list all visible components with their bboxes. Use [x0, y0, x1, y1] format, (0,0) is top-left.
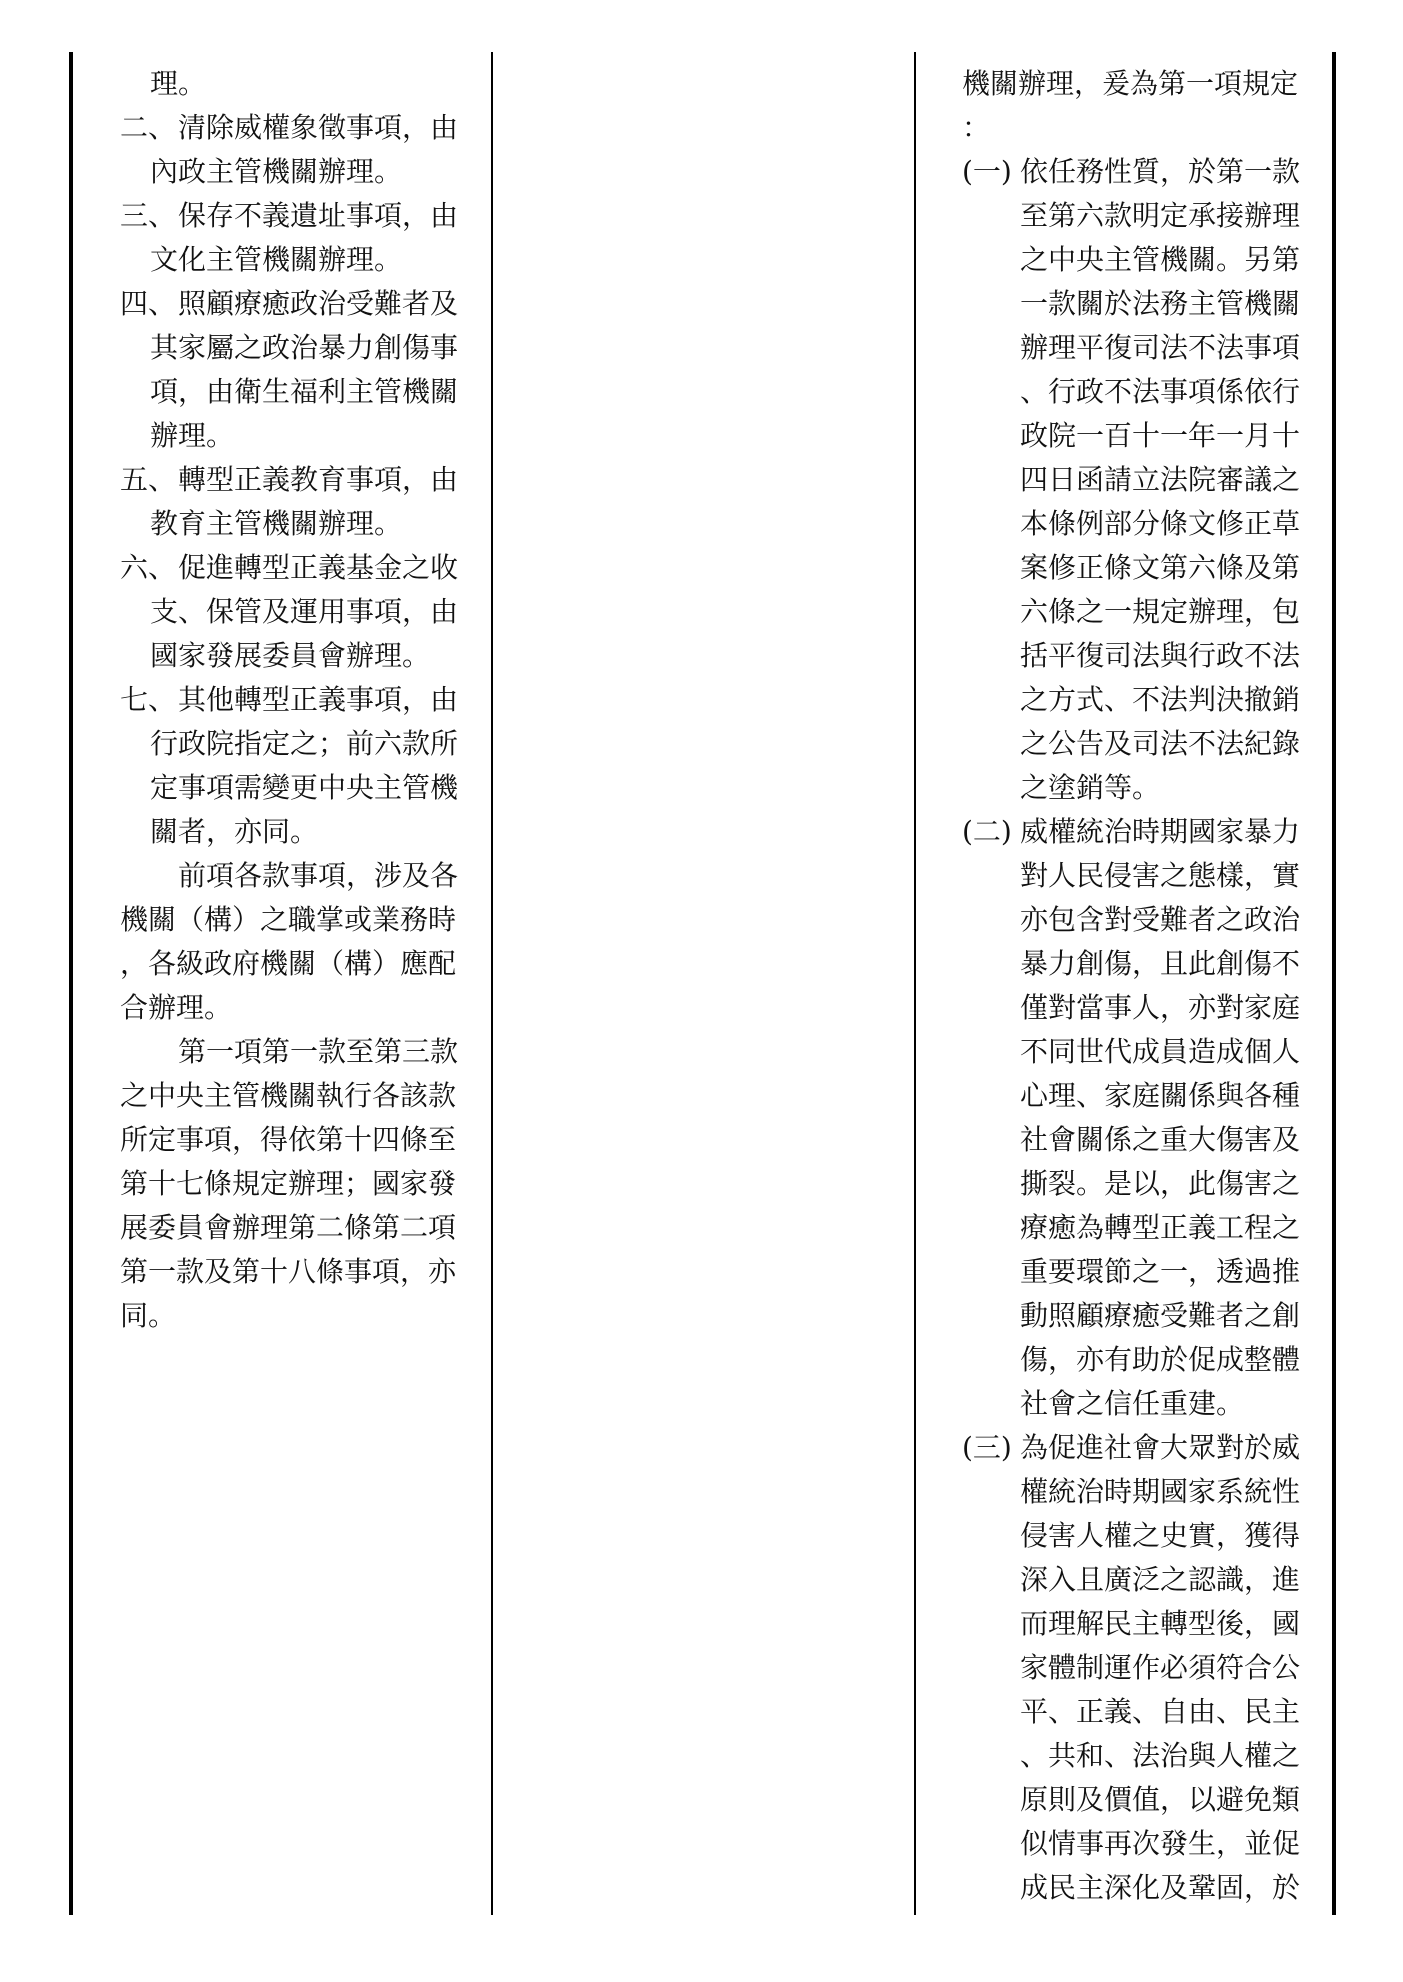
- item-number: (三): [962, 1431, 1012, 1464]
- line-text: 撕裂。是以，此傷害之: [1020, 1167, 1301, 1200]
- item-number: (一): [962, 155, 1012, 188]
- line-text: 之公告及司法不法紀錄: [1020, 727, 1301, 760]
- line-text: 清除威權象徵事項，由: [178, 111, 459, 144]
- line-text: 之塗銷等。: [1020, 771, 1161, 804]
- text-line: [962, 1470, 1324, 1514]
- line-text: 行政院指定之；前六款所: [150, 727, 459, 760]
- text-line: [120, 414, 482, 458]
- line-text: 前項各款事項，涉及各: [178, 859, 459, 892]
- line-text: 其他轉型正義事項，由: [178, 683, 459, 716]
- line-text: 關者，亦同。: [150, 815, 319, 848]
- line-text: 社會之信任重建。: [1020, 1387, 1245, 1420]
- line-text: 而理解民主轉型後，國: [1020, 1607, 1301, 1640]
- text-line: [962, 1382, 1324, 1426]
- text-line: [962, 1646, 1324, 1690]
- text-line: [962, 1074, 1324, 1118]
- text-line: [962, 1338, 1324, 1382]
- line-text: 亦包含對受難者之政治: [1020, 903, 1301, 936]
- line-text: 似情事再次發生，並促: [1020, 1827, 1301, 1860]
- text-line: [962, 1822, 1324, 1866]
- text-line: [962, 1734, 1324, 1778]
- line-text: 侵害人權之史實，獲得: [1020, 1519, 1301, 1552]
- text-line: [962, 810, 1324, 854]
- right-column-explanation: [962, 62, 1324, 1910]
- text-line: [120, 1294, 482, 1338]
- line-text: 轉型正義教育事項，由: [178, 463, 459, 496]
- line-text: 定事項需變更中央主管機: [150, 771, 459, 804]
- text-line: [962, 326, 1324, 370]
- text-line: [962, 1426, 1324, 1470]
- text-line: [962, 854, 1324, 898]
- item-number: 四、: [120, 287, 177, 320]
- line-text: 促進轉型正義基金之收: [178, 551, 459, 584]
- line-text: 六條之一規定辦理，包: [1020, 595, 1301, 628]
- line-text: ，各級政府機關（構）應配: [120, 947, 457, 980]
- text-line: [962, 106, 1324, 150]
- line-text: 家體制運作必須符合公: [1020, 1651, 1301, 1684]
- line-text: 合辦理。: [120, 991, 233, 1024]
- line-text: 教育主管機關辦理。: [150, 507, 403, 540]
- text-line: [962, 1866, 1324, 1910]
- line-text: 心理、家庭關係與各種: [1020, 1079, 1301, 1112]
- line-text: 內政主管機關辦理。: [150, 155, 403, 188]
- text-line: [962, 502, 1324, 546]
- item-number: 三、: [120, 199, 177, 232]
- text-line: [120, 590, 482, 634]
- text-line: [962, 590, 1324, 634]
- line-text: 項，由衛生福利主管機關: [150, 375, 459, 408]
- text-line: [120, 1118, 482, 1162]
- line-text: 一款關於法務主管機關: [1020, 287, 1301, 320]
- text-line: [120, 766, 482, 810]
- text-line: [962, 62, 1324, 106]
- line-text: 文化主管機關辦理。: [150, 243, 403, 276]
- text-line: [120, 62, 482, 106]
- line-text: 之中央主管機關執行各該款: [120, 1079, 457, 1112]
- line-text: 為促進社會大眾對於威: [1020, 1431, 1301, 1464]
- line-text: 所定事項，得依第十四條至: [120, 1123, 457, 1156]
- line-text: 至第六款明定承接辦理: [1020, 199, 1301, 232]
- text-line: [120, 458, 482, 502]
- line-text: 理。: [150, 67, 207, 100]
- text-line: [962, 1162, 1324, 1206]
- item-number: 七、: [120, 683, 177, 716]
- text-line: [120, 986, 482, 1030]
- text-line: [962, 282, 1324, 326]
- text-line: [962, 1514, 1324, 1558]
- text-line: [962, 1558, 1324, 1602]
- line-text: 本條例部分條文修正草: [1020, 507, 1301, 540]
- text-line: [120, 238, 482, 282]
- line-text: 僅對當事人，亦對家庭: [1020, 991, 1301, 1024]
- text-line: [962, 766, 1324, 810]
- line-text: 之中央主管機關。另第: [1020, 243, 1301, 276]
- line-text: 平、正義、自由、民主: [1020, 1695, 1301, 1728]
- text-line: [120, 942, 482, 986]
- line-text: 機關（構）之職掌或業務時: [120, 903, 457, 936]
- item-number: (二): [962, 815, 1012, 848]
- item-number: 五、: [120, 463, 177, 496]
- line-text: 之方式、不法判決撤銷: [1020, 683, 1301, 716]
- line-text: 傷，亦有助於促成整體: [1020, 1343, 1301, 1376]
- text-line: [120, 1250, 482, 1294]
- line-text: 動照顧療癒受難者之創: [1020, 1299, 1301, 1332]
- text-line: [962, 546, 1324, 590]
- line-text: 原則及價值，以避免類: [1020, 1783, 1301, 1816]
- item-number: 二、: [120, 111, 177, 144]
- column-divider-1: [491, 52, 493, 1915]
- line-text: 展委員會辦理第二條第二項: [120, 1211, 457, 1244]
- line-text: 社會關係之重大傷害及: [1020, 1123, 1301, 1156]
- text-line: [962, 1030, 1324, 1074]
- text-line: [962, 370, 1324, 414]
- text-line: [962, 238, 1324, 282]
- line-text: 四日函請立法院審議之: [1020, 463, 1301, 496]
- text-line: [962, 1778, 1324, 1822]
- text-line: [962, 414, 1324, 458]
- text-line: [962, 898, 1324, 942]
- text-line: [120, 282, 482, 326]
- line-text: 括平復司法與行政不法: [1020, 639, 1301, 672]
- line-text: 重要環節之一，透過推: [1020, 1255, 1301, 1288]
- text-line: [120, 1206, 482, 1250]
- line-text: 不同世代成員造成個人: [1020, 1035, 1301, 1068]
- left-column-text: [120, 62, 482, 1338]
- text-line: [120, 1030, 482, 1074]
- text-line: [962, 1602, 1324, 1646]
- text-line: [120, 854, 482, 898]
- text-line: [962, 986, 1324, 1030]
- text-line: [962, 678, 1324, 722]
- text-line: [120, 1162, 482, 1206]
- line-text: 同。: [120, 1299, 177, 1332]
- line-text: 對人民侵害之態樣，實: [1020, 859, 1301, 892]
- text-line: [962, 1690, 1324, 1734]
- text-line: [962, 634, 1324, 678]
- line-text: 其家屬之政治暴力創傷事: [150, 331, 459, 364]
- line-text: 依任務性質，於第一款: [1020, 155, 1301, 188]
- text-line: [120, 106, 482, 150]
- text-line: [120, 1074, 482, 1118]
- line-text: 案修正條文第六條及第: [1020, 551, 1301, 584]
- text-line: [962, 1118, 1324, 1162]
- line-text: 照顧療癒政治受難者及: [178, 287, 459, 320]
- text-line: [962, 1294, 1324, 1338]
- text-line: [120, 150, 482, 194]
- line-text: 第十七條規定辦理；國家發: [120, 1167, 457, 1200]
- line-text: 第一款及第十八條事項，亦: [120, 1255, 457, 1288]
- line-text: 權統治時期國家系統性: [1020, 1475, 1301, 1508]
- line-text: 、共和、法治與人權之: [1020, 1739, 1301, 1772]
- text-line: [120, 810, 482, 854]
- text-line: [120, 634, 482, 678]
- text-line: [120, 678, 482, 722]
- text-line: [962, 150, 1324, 194]
- text-line: [962, 194, 1324, 238]
- text-line: [962, 1206, 1324, 1250]
- line-text: 深入且廣泛之認識，進: [1020, 1563, 1301, 1596]
- line-text: 第一項第一款至第三款: [178, 1035, 459, 1068]
- text-line: [962, 458, 1324, 502]
- line-text: 保存不義遺址事項，由: [178, 199, 459, 232]
- line-text: 國家發展委員會辦理。: [150, 639, 431, 672]
- text-line: [962, 942, 1324, 986]
- column-divider-2: [914, 52, 916, 1915]
- line-text: 支、保管及運用事項，由: [150, 595, 459, 628]
- line-text: ：: [962, 111, 991, 144]
- text-line: [962, 1250, 1324, 1294]
- text-line: [120, 722, 482, 766]
- text-line: [120, 502, 482, 546]
- text-line: [120, 370, 482, 414]
- line-text: 辦理平復司法不法事項: [1020, 331, 1301, 364]
- line-text: 療癒為轉型正義工程之: [1020, 1211, 1301, 1244]
- text-line: [120, 546, 482, 590]
- line-text: 辦理。: [150, 419, 235, 452]
- text-line: [962, 722, 1324, 766]
- line-text: 暴力創傷，且此創傷不: [1020, 947, 1301, 980]
- left-border-rule: [69, 52, 73, 1915]
- text-line: [120, 194, 482, 238]
- text-line: [120, 326, 482, 370]
- line-text: 政院一百十一年一月十: [1020, 419, 1301, 452]
- line-text: 威權統治時期國家暴力: [1020, 815, 1301, 848]
- text-line: [120, 898, 482, 942]
- item-number: 六、: [120, 551, 177, 584]
- line-text: 成民主深化及鞏固，於: [1020, 1871, 1301, 1904]
- line-text: 機關辦理，爰為第一項規定: [962, 67, 1299, 100]
- line-text: 、行政不法事項係依行: [1020, 375, 1301, 408]
- right-border-rule: [1332, 52, 1336, 1915]
